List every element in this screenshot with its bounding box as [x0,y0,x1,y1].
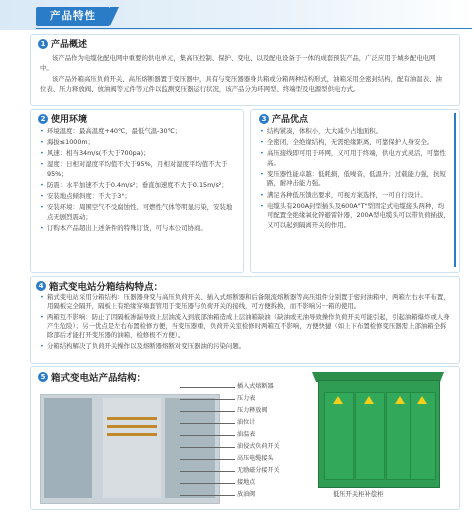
callout-line [180,495,235,496]
list-item: • 变压器性能卓越：低耗损，低噪音，低温升；过载能力强，抗短路，耐冲击能力强。 [260,170,450,189]
busbar [107,425,157,428]
features-header [36,279,163,293]
callout-line [180,471,235,472]
list-item: • 电缆头有200A封型插头及600A"T"型固定式电缆接头两种，均可配置全绝缘氧化锌避雷针器，200A型电缆头可以带负荷插拔，又可以起到隔离开关的作用。 [260,202,450,231]
list-item: • 防震：水平加速不大于0.4m/s²；垂直加速度不大于0.15m/s²； [40,181,236,191]
callout-label: 油侵式负荷开关 [237,443,280,450]
callout-line [180,423,235,424]
list-item: • 安装环境：周围空气不受腐蚀性、可燃性气体等明显污染，安装地点无剧烈震动； [40,203,236,222]
structure-title: 箱式变电站产品结构： [51,373,147,384]
callout-label: 高压电缆接头 [237,455,274,462]
list-item: • 安装地点倾斜度：不大于3°； [40,192,236,202]
callout-label: 油位计 [237,419,256,426]
warning-icon [364,396,374,404]
warning-icon [417,396,427,404]
section-number-badge: 1 [38,39,48,49]
warning-icon [395,396,405,404]
environment-list [40,127,236,235]
environment-title: 使用环境 [51,115,88,125]
list-item: • 两箱互不影响：防止了因隔板渗漏导致上层油流入到底部油箱造成上层油箱缺油（缺油或无油导致操作负荷开关可能引起，引起油箱爆炸或人身产生危险）；另一优点是左右布置检修方便，当变压器重，负荷开关室检修时两箱互不影响，方便快捷（如上下布置检修变压器需上部油箱全拆除部后才能打开变压器的油箱，检修极不方便）。 [40,313,450,340]
list-item: • 海拔≤1000m； [40,138,236,148]
list-item: • 结构紧凑，体积小，大大减少占地面积。 [260,127,450,137]
advantages-header [259,112,308,125]
overview-paragraph-2: 该产品外箱高压负荷开关、高压熔断器置于变压器中，具有与变压器器身共箱或分箱两种结构形式，油箱采用全密封结构，配有油温表、油位表、压力释放阀、放油阀等元件等元件以监测变压器运行状况，该产品分为环网型、终端型及电源型供电方式。 [40,75,442,94]
callout-label: 放油阀 [237,491,256,498]
callout-label: 无励磁分接开关 [237,467,280,474]
callout-line [180,459,235,460]
list-item: • 订购本产品超出上述条件的特殊订货，可与本公司协商。 [40,224,236,234]
overview-header [38,37,87,50]
advantages-title: 产品优点 [272,115,309,125]
section-number-badge: 3 [259,114,269,124]
callout-line [180,483,235,484]
overview-paragraph-1: 该产品作为电缆化配电网中重要的供电单元，集高压控制、保护、变电、以及配电设备于一体的成套预装产品，广泛应用于城乡配电电网中。 [40,54,436,73]
list-item: • 全密闭，全绝缘结构，无需绝缘距离，可靠保护人身安全。 [260,138,450,148]
list-item: • 分箱结构解决了负荷开关操作以及熔断器熔断对变压器油的污染问题。 [40,342,450,351]
callout-line [180,387,235,388]
environment-header [38,112,87,125]
busbar [107,433,157,436]
callout-label: 插入式熔断器 [237,383,274,390]
overview-title: 产品概述 [51,40,88,50]
section-number-badge: 4 [36,281,46,291]
section-number-badge: 2 [38,114,48,124]
list-item: • 风速：相当34m/s(不大于700pa)； [40,149,236,159]
open-door-left [44,398,92,498]
page-title: 产品特性 [36,7,110,26]
callout-label: 接地点 [237,479,256,486]
list-item: • 湿度：日相对湿度平均值不大于95%，月相对湿度平均值不大于95%； [40,160,236,179]
callout-line [180,399,235,400]
cabinet-door [324,392,354,480]
features-list [40,293,450,353]
callout-line [180,435,235,436]
advantages-list [260,127,450,232]
header-rule [36,28,472,29]
section-number-badge: 5 [38,372,48,382]
list-item: • 满足各种低压馈出要求，可视方案选择，一可自行设计。 [260,191,450,201]
transformer-compartment [103,398,161,498]
callout-label: 压力释放阀 [237,407,268,414]
features-title: 箱式变电站分箱结构特点： [49,282,164,293]
list-item: • 高压接线即可用于环网，又可用于终端，供电方式灵活，可靠性高。 [260,149,450,168]
cabinet-door [410,392,436,480]
structure-header [38,370,146,384]
callout-label: 压力表 [237,395,256,402]
callout-line [180,411,235,412]
list-item: • 箱式变电站采用分箱结构：压器器身变与高压负荷开关、插入式熔断器和后备限流熔断器等高压组件分别置于密封油箱中，两箱左右水平布置，用隔板完全隔开，隔板上有绝缘穿墙套管用于变压器与负荷开关的接线，可方便拆换，而不影响另一箱的使用。 [40,293,450,311]
image-caption: 低压开关柜补偿柜 [333,491,384,498]
callout-label: 油温表 [237,431,256,438]
list-item: • 环境温度：最高温度+40℃，最低气温-30℃； [40,127,236,137]
callout-line [180,447,235,448]
accent-bar [454,113,456,267]
cabinet-door [355,392,385,480]
warning-icon [333,396,343,404]
busbar [107,417,157,420]
